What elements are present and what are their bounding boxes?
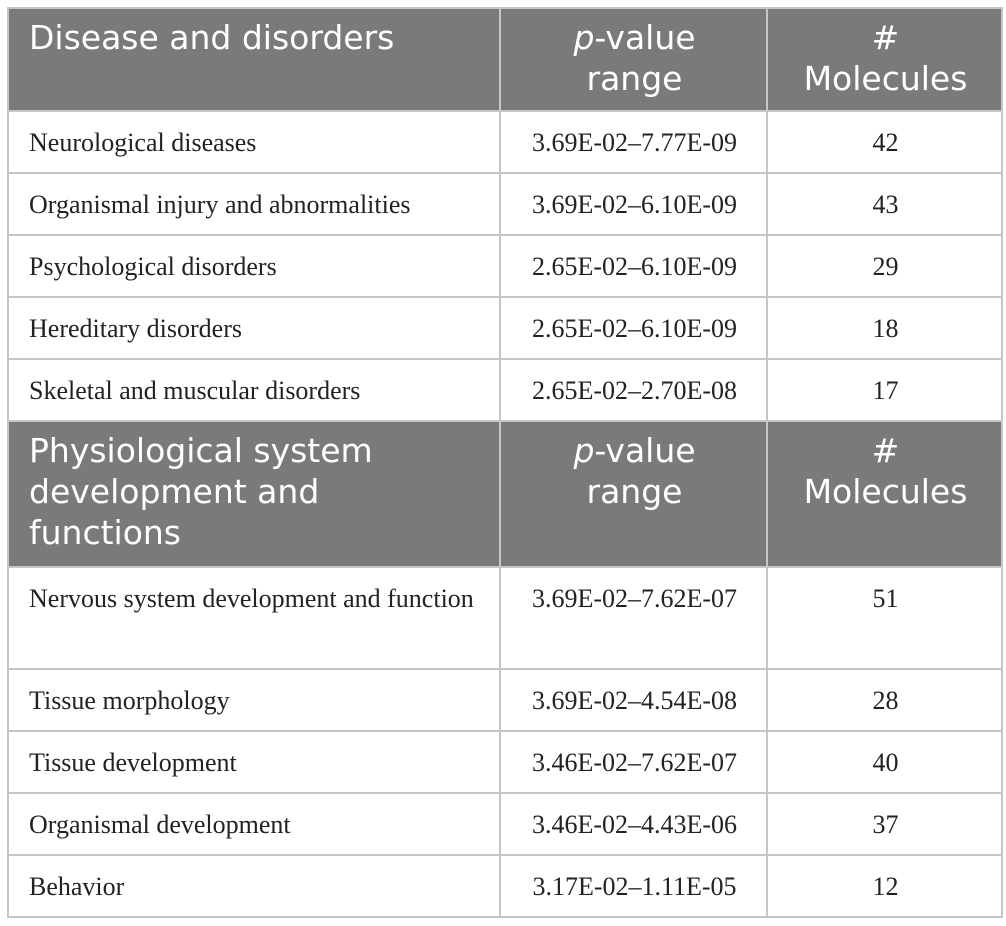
table-row	[8, 731, 1002, 793]
row-name: Tissue development	[8, 731, 500, 793]
pvalue-header-italic: p	[573, 18, 595, 57]
row-molecules: 42	[767, 111, 1002, 173]
row-pvalue: 3.69E-02–6.10E-09	[500, 173, 767, 235]
table-row	[8, 359, 1002, 421]
row-pvalue: 3.17E-02–1.11E-05	[500, 855, 767, 917]
row-name: Behavior	[8, 855, 500, 917]
row-name: Psychological disorders	[8, 235, 500, 297]
row-molecules: 40	[767, 731, 1002, 793]
row-molecules: 37	[767, 793, 1002, 855]
ipa-results-table	[7, 7, 1003, 918]
row-pvalue: 2.65E-02–2.70E-08	[500, 359, 767, 421]
category-header: Physiological system development and functions	[8, 421, 500, 567]
row-molecules: 17	[767, 359, 1002, 421]
row-name: Skeletal and muscular disorders	[8, 359, 500, 421]
table-row	[8, 173, 1002, 235]
category-header: Disease and disorders	[8, 8, 500, 111]
pvalue-header	[500, 421, 767, 567]
row-name: Organismal injury and abnormalities	[8, 173, 500, 235]
molecules-header: # Molecules	[767, 8, 1002, 111]
row-molecules: 51	[767, 567, 1002, 669]
pvalue-header	[500, 8, 767, 111]
row-name: Nervous system development and function	[8, 567, 500, 669]
table-row	[8, 111, 1002, 173]
row-molecules: 18	[767, 297, 1002, 359]
table-row	[8, 235, 1002, 297]
table-row	[8, 855, 1002, 917]
row-pvalue: 3.46E-02–4.43E-06	[500, 793, 767, 855]
table-row	[8, 567, 1002, 669]
table-row	[8, 793, 1002, 855]
row-molecules: 43	[767, 173, 1002, 235]
section-header-row	[8, 421, 1002, 567]
table-row	[8, 297, 1002, 359]
pvalue-header-italic: p	[573, 431, 595, 470]
molecules-header: # Molecules	[767, 421, 1002, 567]
row-pvalue: 2.65E-02–6.10E-09	[500, 235, 767, 297]
row-molecules: 28	[767, 669, 1002, 731]
row-name: Tissue morphology	[8, 669, 500, 731]
row-name: Organismal development	[8, 793, 500, 855]
row-name: Neurological diseases	[8, 111, 500, 173]
row-pvalue: 2.65E-02–6.10E-09	[500, 297, 767, 359]
row-name: Hereditary disorders	[8, 297, 500, 359]
row-pvalue: 3.69E-02–7.77E-09	[500, 111, 767, 173]
row-pvalue: 3.69E-02–4.54E-08	[500, 669, 767, 731]
row-pvalue: 3.69E-02–7.62E-07	[500, 567, 767, 669]
row-pvalue: 3.46E-02–7.62E-07	[500, 731, 767, 793]
pvalue-header-rest: -value range	[586, 431, 696, 511]
pvalue-header-rest: -value range	[586, 18, 696, 98]
section-header-row	[8, 8, 1002, 111]
table-row	[8, 669, 1002, 731]
row-molecules: 12	[767, 855, 1002, 917]
row-molecules: 29	[767, 235, 1002, 297]
